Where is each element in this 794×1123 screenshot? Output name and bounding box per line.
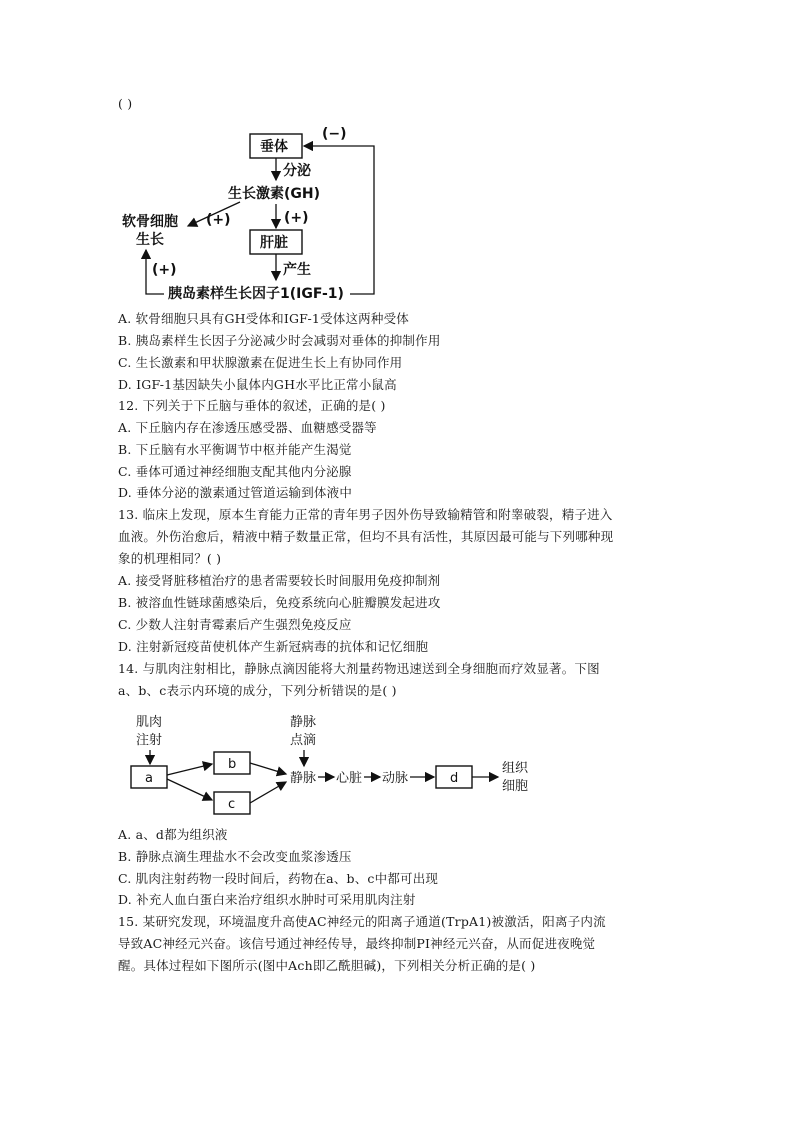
- q12-option-a: A. 下丘脑内存在渗透压感受器、血糖感受器等: [118, 420, 377, 435]
- muscle-injection-label-1: 肌肉: [136, 715, 163, 730]
- q12-option-d: D. 垂体分泌的激素通过管道运输到体液中: [118, 485, 353, 500]
- liver-label: 肝脏: [260, 235, 288, 251]
- q11-option-b: B. 胰岛素样生长因子分泌减少时会减弱对垂体的抑制作用: [118, 333, 441, 348]
- box-a-label: a: [145, 771, 153, 786]
- q11-option-a: A. 软骨细胞只具有GH受体和IGF-1受体这两种受体: [118, 311, 409, 326]
- pos1-label: (+): [206, 212, 231, 228]
- produce-label: 产生: [283, 262, 311, 278]
- cartilage-label-1: 软骨细胞: [122, 214, 178, 230]
- q14-option-c: C. 肌肉注射药物一段时间后，药物在a、b、c中都可出现: [118, 871, 439, 886]
- q13-option-d: D. 注射新冠疫苗使机体产生新冠病毒的抗体和记忆细胞: [118, 639, 429, 654]
- q11-stem-tail: ( ): [118, 96, 133, 111]
- box-c-label: c: [228, 797, 236, 812]
- q14-option-d: D. 补充人血白蛋白来治疗组织水肿时可采用肌肉注射: [118, 892, 416, 907]
- iv-drip-label-1: 静脉: [290, 715, 317, 730]
- c-to-vein-arrow: [250, 782, 286, 803]
- a-to-c-arrow: [167, 779, 212, 800]
- tissue-cells-label-1: 组织: [502, 761, 529, 776]
- box-d-label: d: [450, 771, 459, 786]
- q11-hormone-diagram: [0, 118, 794, 318]
- q13-option-a: A. 接受肾脏移植治疗的患者需要较长时间服用免疫抑制剂: [118, 573, 441, 588]
- negative-feedback-label: (−): [322, 126, 347, 142]
- q12-option-c: C. 垂体可通过神经细胞支配其他内分泌腺: [118, 464, 352, 479]
- vein-label: 静脉: [290, 771, 317, 786]
- q15-stem-line1: 15. 某研究发现，环境温度升高使AC神经元的阳离子通道(TrpA1)被激活，阳离子内流: [118, 914, 606, 929]
- q13-option-c: C. 少数人注射青霉素后产生强烈免疫反应: [118, 617, 352, 632]
- q13-option-b: B. 被溶血性链球菌感染后，免疫系统向心脏瓣膜发起进攻: [118, 595, 441, 610]
- box-b-label: b: [228, 757, 237, 772]
- q14-option-b: B. 静脉点滴生理盐水不会改变血浆渗透压: [118, 849, 352, 864]
- q14-stem-line1: 14. 与肌肉注射相比，静脉点滴因能将大剂量药物迅速送到全身细胞而疗效显著。下图: [118, 661, 600, 676]
- secrete-label: 分泌: [283, 163, 311, 179]
- q13-stem-line3: 象的机理相同？( ): [118, 551, 222, 566]
- b-to-vein-arrow: [250, 763, 286, 774]
- cartilage-label-2: 生长: [136, 232, 164, 248]
- q15-stem-line2: 导致AC神经元兴奋。该信号通过神经传导，最终抑制PI神经元兴奋，从而促进夜晚觉: [118, 936, 596, 951]
- muscle-injection-label-2: 注射: [136, 733, 163, 748]
- q14-stem-line2: a、b、c表示内环境的成分，下列分析错误的是( ): [118, 683, 397, 698]
- artery-label: 动脉: [382, 771, 409, 786]
- q14-drug-pathway-diagram: [0, 706, 794, 826]
- pos2-label: (+): [284, 210, 309, 226]
- igf-label: 胰岛素样生长因子1(IGF-1): [168, 286, 344, 302]
- q12-stem: 12. 下列关于下丘脑与垂体的叙述，正确的是( ): [118, 398, 386, 413]
- heart-label: 心脏: [336, 771, 363, 786]
- pos3-label: (+): [152, 262, 177, 278]
- q13-stem-line1: 13. 临床上发现，原本生育能力正常的青年男子因外伤导致输精管和附睾破裂，精子进入: [118, 507, 613, 522]
- q11-option-c: C. 生长激素和甲状腺激素在促进生长上有协同作用: [118, 355, 403, 370]
- q11-option-d: D. IGF-1基因缺失小鼠体内GH水平比正常小鼠高: [118, 377, 397, 392]
- tissue-cells-label-2: 细胞: [502, 779, 529, 794]
- q12-option-b: B. 下丘脑有水平衡调节中枢并能产生渴觉: [118, 442, 352, 457]
- q13-stem-line2: 血液。外伤治愈后，精液中精子数量正常，但均不具有活性，其原因最可能与下列哪种现: [118, 529, 614, 544]
- a-to-b-arrow: [167, 764, 212, 775]
- feedback-arrow: [304, 146, 374, 294]
- gh-label: 生长激素(GH): [228, 186, 321, 202]
- iv-drip-label-2: 点滴: [290, 733, 317, 748]
- pituitary-label: 垂体: [260, 139, 288, 155]
- q15-stem-line3: 醒。具体过程如下图所示(图中Ach即乙酰胆碱)，下列相关分析正确的是( ): [118, 958, 536, 973]
- q14-option-a: A. a、d都为组织液: [118, 827, 228, 842]
